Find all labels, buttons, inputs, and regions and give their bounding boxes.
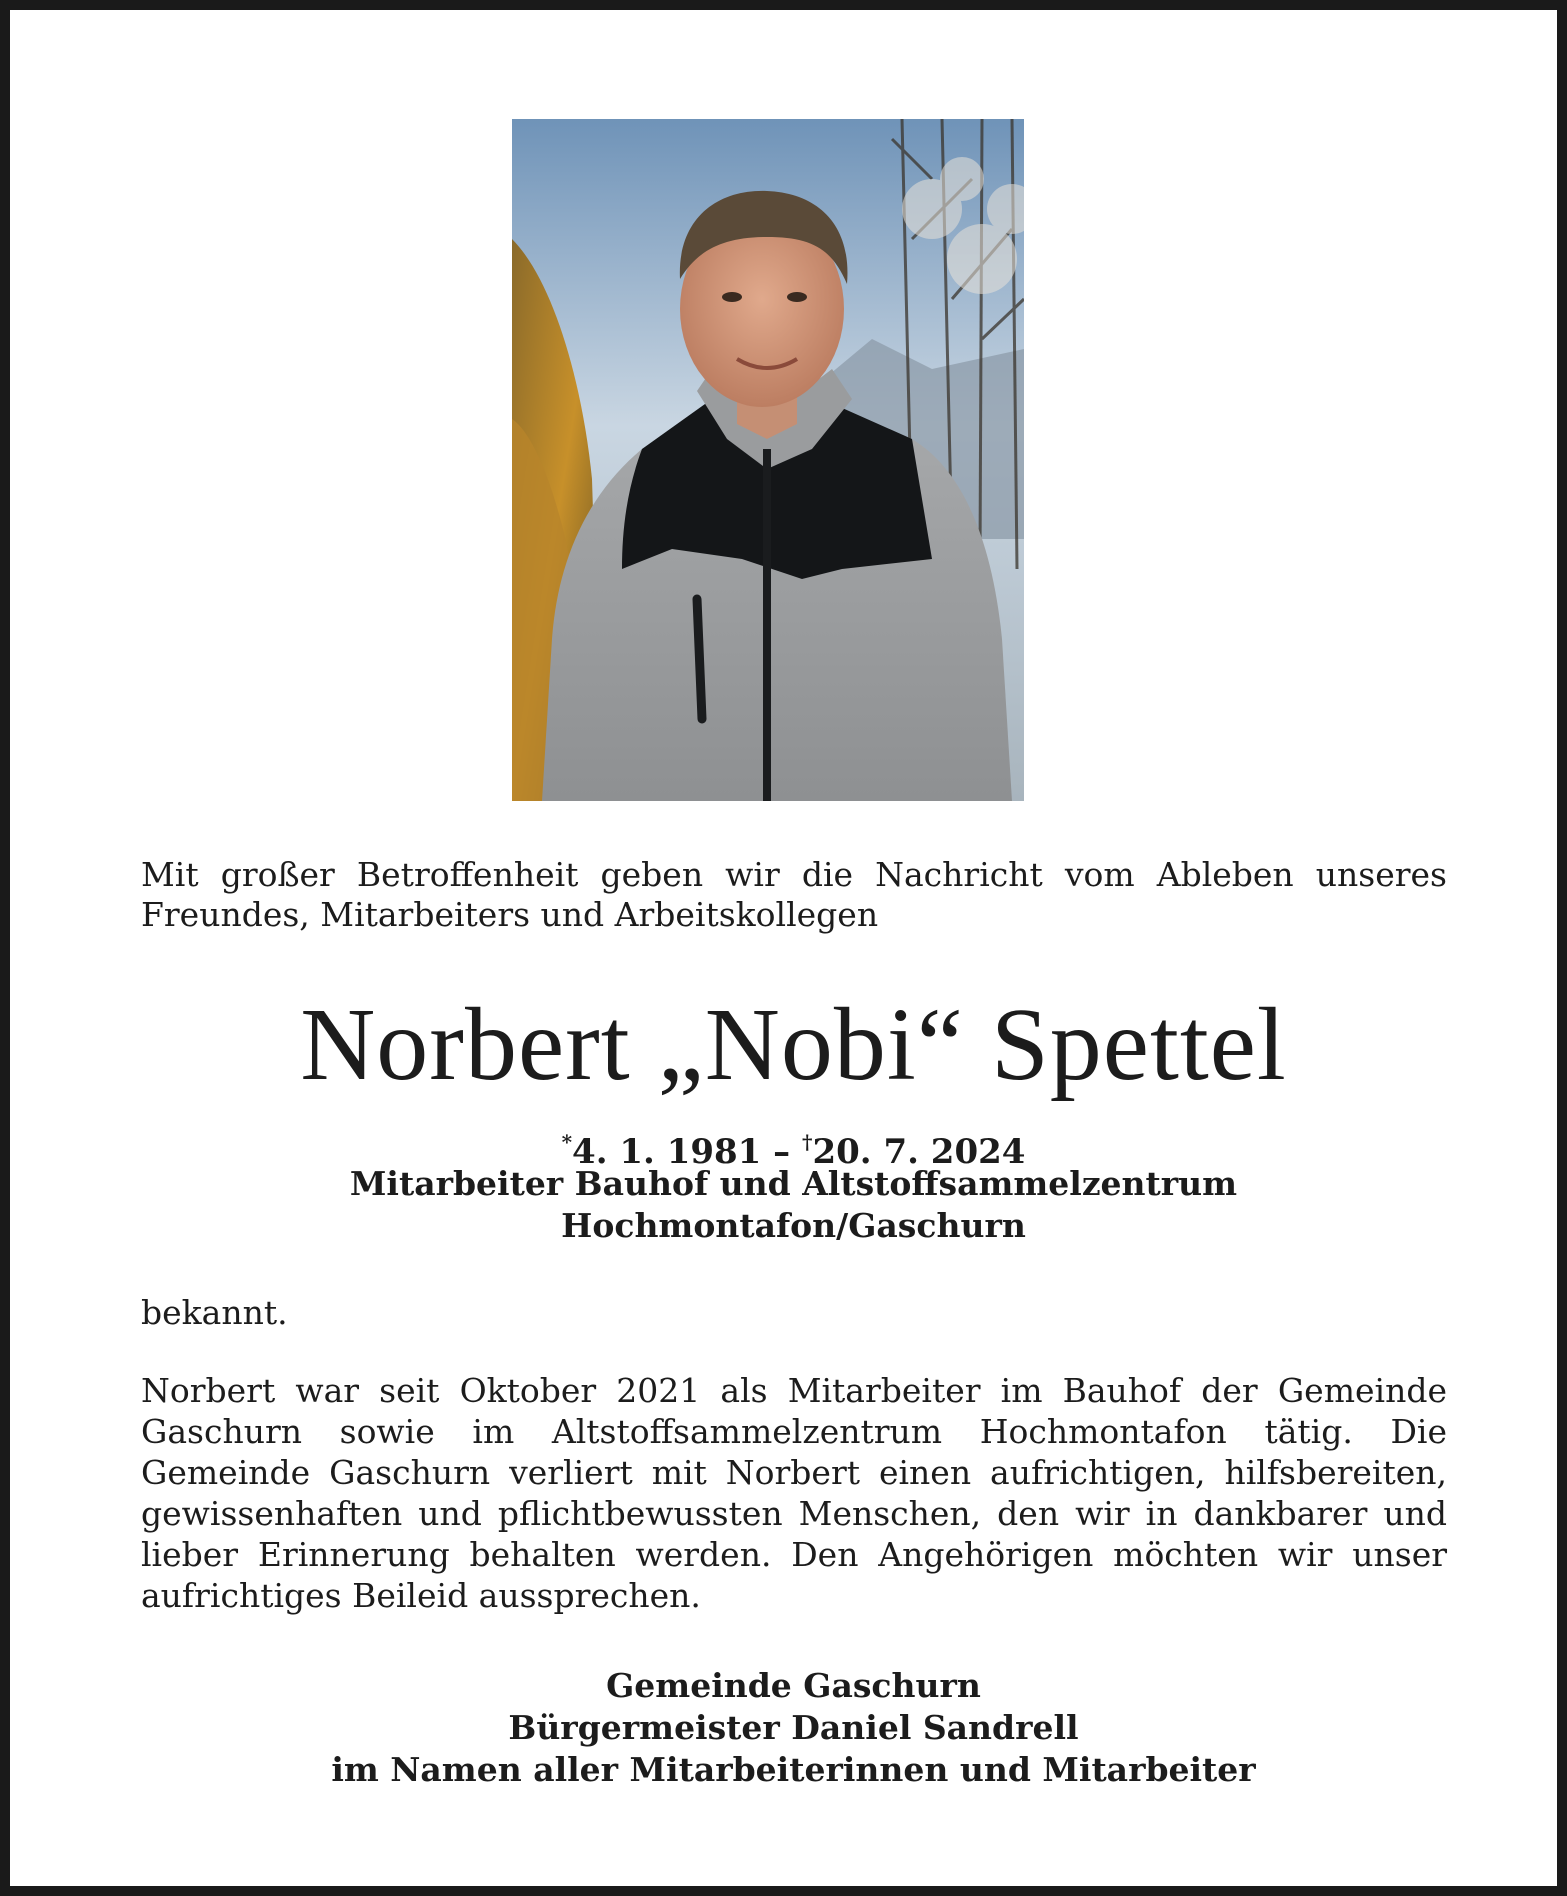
intro-text: [141, 855, 1447, 935]
body-line: Gaschurn sowie im Altstoffsammelzentrum Hochmontafon tätig. Die: [141, 1412, 1447, 1451]
signature-line: Bürgermeister Daniel Sandrell: [508, 1708, 1079, 1747]
birth-symbol: *: [561, 1130, 573, 1154]
signature-line: Gemeinde Gaschurn: [606, 1666, 981, 1705]
body-paragraph: [141, 1370, 1447, 1616]
birth-date: 4. 1. 1981: [572, 1132, 762, 1172]
deceased-name: Norbert „Nobi“ Spettel: [300, 987, 1287, 1102]
body-line: gewissenhaften und pflichtbewussten Menschen, den wir in dankbarer und: [141, 1494, 1447, 1533]
portrait-photo: [512, 119, 1024, 801]
signature-line: im Namen aller Mitarbeiterinnen und Mitarbeiter: [331, 1750, 1256, 1789]
role-line: Mitarbeiter Bauhof und Altstoffsammelzentrum: [349, 1164, 1238, 1203]
body-line: Gemeinde Gaschurn verliert mit Norbert einen aufrichtigen, hilfsbereiten,: [141, 1453, 1447, 1492]
intro-line: Mit großer Betroffenheit geben wir die Nachricht vom Ableben unseres: [141, 855, 1447, 894]
role-description: [10, 1163, 1567, 1247]
death-date: 20. 7. 2024: [812, 1132, 1026, 1172]
date-separator: –: [761, 1132, 803, 1172]
body-line: aufrichtiges Beileid aussprechen.: [141, 1576, 701, 1615]
death-symbol: †: [802, 1130, 813, 1154]
bekannt-text: bekannt.: [141, 1293, 288, 1332]
body-line: Norbert war seit Oktober 2021 als Mitarbeiter im Bauhof der Gemeinde: [141, 1371, 1447, 1410]
portrait-illustration: [512, 119, 1024, 801]
intro-line: Freundes, Mitarbeiters und Arbeitskollegen: [141, 895, 879, 934]
signature-block: [10, 1665, 1567, 1791]
role-line: Hochmontafon/Gaschurn: [561, 1206, 1026, 1245]
body-line: lieber Erinnerung behalten werden. Den Angehörigen möchten wir unser: [141, 1535, 1447, 1574]
